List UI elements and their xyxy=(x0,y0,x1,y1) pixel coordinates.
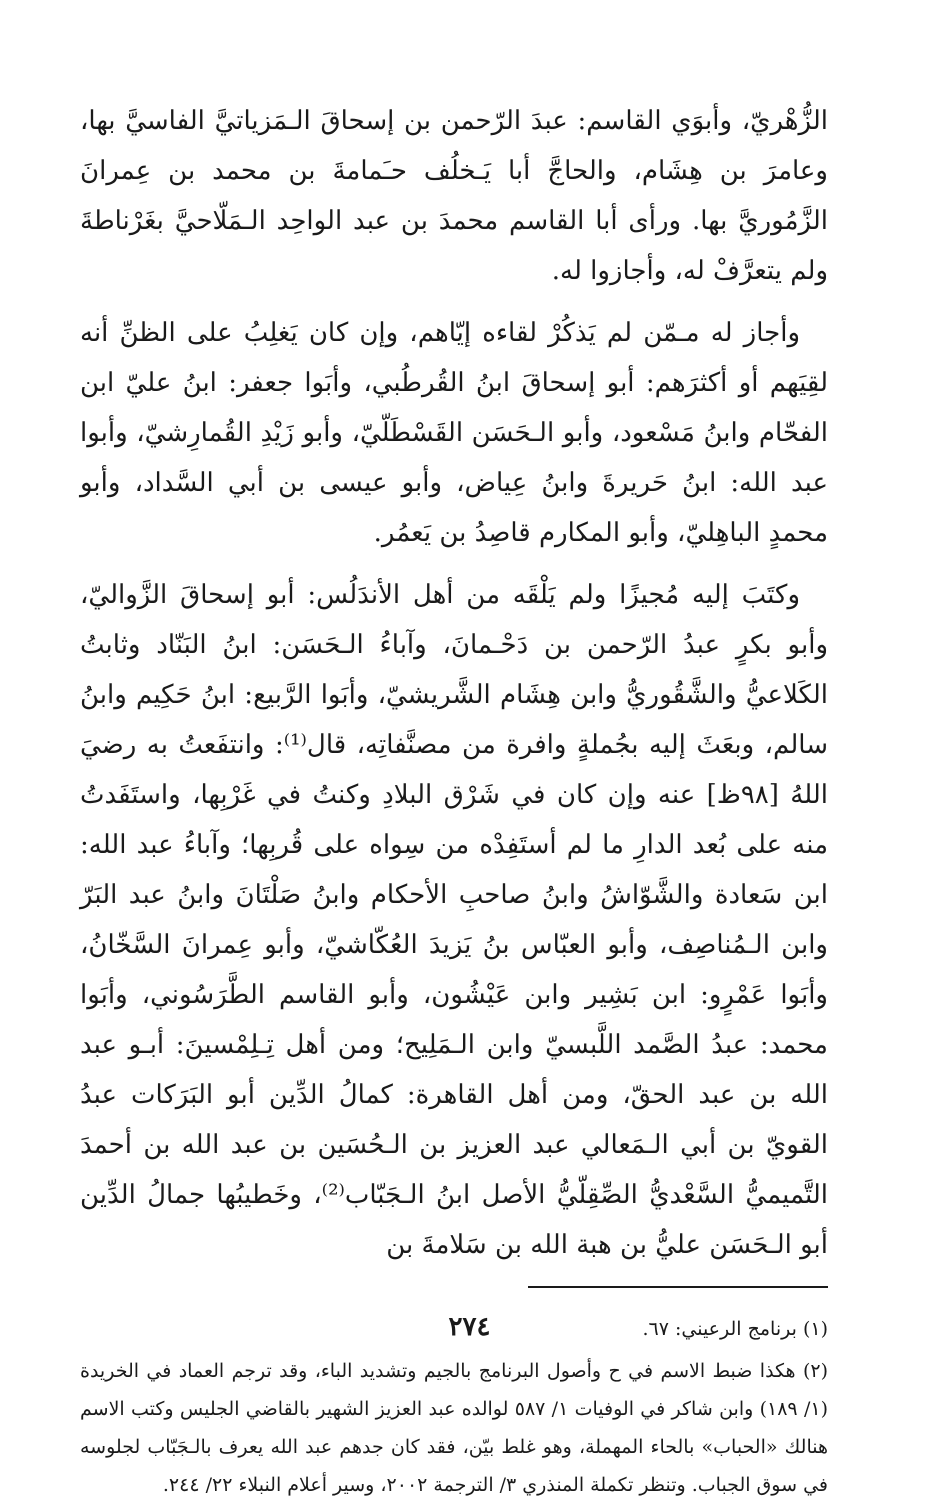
page-content xyxy=(80,96,828,1508)
footnote-1: (١) برنامج الرعيني: ٦٧. xyxy=(642,1318,828,1340)
paragraph-3: وكتَبَ إليه مُجيزًا ولم يَلْقَه من أهل الأندَلُس: أبو إسحاقَ الزَّواليّ، وأبو بكرٍ عبدُ الرّحمن بن دَحْـمانَ، وآباءُ الـحَسَن: ابنُ البَنّاد وثابتُ الكَلاعيُّ والشَّقُوريُّ وابن هِشَام الشَّريشيّ، وأبَوا الرَّبيع: ابنُ حَكِيم وابنُ سالم، وبعَثَ إليه بجُملةٍ وافرة من مصنَّفاتِه، قال⁽¹⁾: وانتفَعتُ به رضيَ اللهُ [٩٨ظ] عنه وإن كان في شَرْق البلادِ وكنتُ في غَرْبِها، واستَفَدتُ منه على بُعد الدارِ ما لم أستَفِدْه من سِواه على قُربِها؛ وآباءُ عبد الله: ابن سَعادة والشَّوّاشُ وابنُ صاحبِ الأحكام وابنُ صَلْتَانَ وابنُ عبد البَرّ وابن الـمُناصِف، وأبو العبّاس بنُ يَزيدَ العُكّاشيّ، وأبو عِمرانَ السَّخّانُ، وأبَوا عَمْرٍو: ابن بَشِير وابن عَيْشُون، وأبو القاسم الطَّرَسُوني، وأبَوا محمد: عبدُ الصَّمد اللَّبسيّ وابن الـمَلِيح؛ ومن أهل تِـلِمْسينَ: أبـو عبد الله بن عبد الحقّ، ومن أهل القاهرة: كمالُ الدِّين أبو البَرَكات عبدُ القويّ بن أبي الـمَعالي عبد العزيز بن الـحُسَين بن عبد الله بن أحمدَ التَّميميُّ السَّعْديُّ الصِّقِلّيُّ الأصل ابنُ الـجَبّاب⁽²⁾، وخَطيبُها جمالُ الدِّين أبو الـحَسَن عليُّ بن هبة الله بن سَلامةَ بن xyxy=(80,580,828,1260)
main-text xyxy=(80,96,828,1270)
paragraph-1: الزُّهْريّ، وأبوَي القاسم: عبدَ الرّحمن بن إسحاقَ الـمَزياتيَّ الفاسيَّ بها، وعامرَ بن هِشَام، والحاجَّ أبا يَـخلُف حـَمامةَ بن محمد بن عِمرانَ الزَّمُوريَّ بها. ورأى أبا القاسم محمدَ بن عبد الواحِد الـمَلّاحيَّ بغَرْناطةَ ولم يتعرَّفْ له، وأجازوا له. xyxy=(80,106,828,286)
page-number: ٢٧٤ xyxy=(448,1312,491,1342)
footnote-2: (٢) هكذا ضبط الاسم في ح وأصول البرنامج بالجيم وتشديد الباء، وقد ترجم العماد في الخريدة (١/ ١٨٩) وابن شاكر في الوفيات ١/ ٥٨٧ لوالده عبد العزيز الشهير بالقاضي الجليس وكتب الاسم هنالك «الحباب» بالحاء المهملة، وهو غلط بيّن، فقد كان جدهم عبد الله يعرف بالـجَبّاب لجلوسه في سوق الجباب. وتنظر تكملة المنذري ٣/ الترجمة ٢٠٠٢، وسير أعلام النبلاء ٢٢/ ٢٤٤. xyxy=(80,1360,828,1496)
paragraph-2: وأجاز له مـمّن لم يَذكُرْ لقاءه إيّاهم، وإن كان يَغلِبُ على الظنِّ أنه لقِيَهم أو أكثرَهم: أبو إسحاقَ ابنُ القُرطُبي، وأبَوا جعفر: ابنُ عليّ ابن الفحّام وابنُ مَسْعود، وأبو الـحَسَن القَسْطَلّيّ، وأبو زَيْدِ القُمارِشيّ، وأبوا عبد الله: ابنُ حَريرةَ وابنُ عِياض، وأبو عيسى بن أبي السَّداد، وأبو محمدٍ الباهِليّ، وأبو المكارم قاصِدُ بن يَعمُر. xyxy=(80,318,828,548)
footnote-separator xyxy=(528,1286,828,1288)
